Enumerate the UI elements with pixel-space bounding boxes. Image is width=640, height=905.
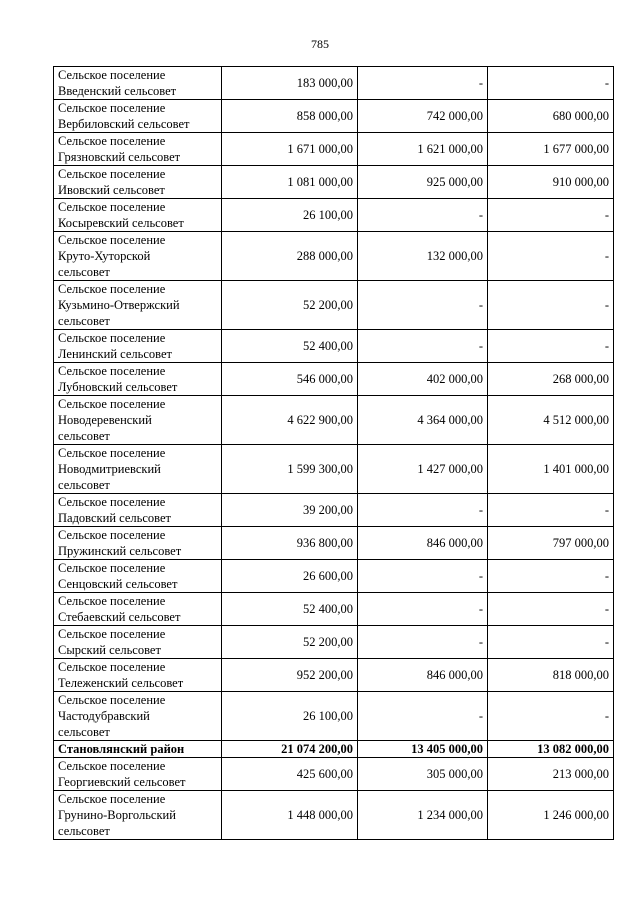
settlement-name-cell: Сельское поселение Круто-Хуторской сельсовет [54,232,222,281]
settlement-name-cell: Сельское поселение Частодубравский сельсовет [54,692,222,741]
settlement-name-cell: Сельское поселение Кузьмино-Отвержский сельсовет [54,281,222,330]
amount-cell-3: - [488,281,614,330]
amount-cell-2: - [358,67,488,100]
settlement-name-cell: Сельское поселение Ленинский сельсовет [54,330,222,363]
amount-cell-1: 1 671 000,00 [222,133,358,166]
amount-cell-3: - [488,692,614,741]
table-row [54,626,614,659]
amount-cell-3: 268 000,00 [488,363,614,396]
settlement-name-cell: Сельское поселение Георгиевский сельсовет [54,758,222,791]
amount-cell-3: 680 000,00 [488,100,614,133]
budget-table [53,66,614,840]
amount-cell-1: 1 599 300,00 [222,445,358,494]
settlement-name-cell: Сельское поселение Новодмитриевский сельсовет [54,445,222,494]
amount-cell-3: - [488,232,614,281]
table-row [54,758,614,791]
amount-cell-1: 39 200,00 [222,494,358,527]
table-row [54,593,614,626]
table-row [54,232,614,281]
amount-cell-1: 952 200,00 [222,659,358,692]
table-row [54,527,614,560]
table-row [54,363,614,396]
amount-cell-2: 846 000,00 [358,659,488,692]
amount-cell-1: 183 000,00 [222,67,358,100]
amount-cell-1: 425 600,00 [222,758,358,791]
table-row [54,67,614,100]
settlement-name-cell: Сельское поселение Тележенский сельсовет [54,659,222,692]
table-row [54,133,614,166]
amount-cell-1: 936 800,00 [222,527,358,560]
settlement-name-cell: Становлянский район [54,741,222,758]
settlement-name-cell: Сельское поселение Косыревский сельсовет [54,199,222,232]
amount-cell-3: 1 246 000,00 [488,791,614,840]
amount-cell-2: 13 405 000,00 [358,741,488,758]
amount-cell-2: - [358,626,488,659]
settlement-name-cell: Сельское поселение Стебаевский сельсовет [54,593,222,626]
amount-cell-3: - [488,330,614,363]
amount-cell-2: 1 427 000,00 [358,445,488,494]
amount-cell-3: 1 401 000,00 [488,445,614,494]
amount-cell-2: - [358,692,488,741]
table-row [54,659,614,692]
amount-cell-1: 52 200,00 [222,626,358,659]
table-row [54,281,614,330]
amount-cell-3: - [488,626,614,659]
table-row [54,692,614,741]
district-total-row [54,741,614,758]
budget-table-body [54,67,614,840]
settlement-name-cell: Сельское поселение Ивовский сельсовет [54,166,222,199]
table-row [54,445,614,494]
amount-cell-2: 1 621 000,00 [358,133,488,166]
amount-cell-2: 402 000,00 [358,363,488,396]
amount-cell-3: 213 000,00 [488,758,614,791]
amount-cell-1: 26 600,00 [222,560,358,593]
amount-cell-2: - [358,281,488,330]
table-row [54,330,614,363]
amount-cell-1: 26 100,00 [222,692,358,741]
settlement-name-cell: Сельское поселение Падовский сельсовет [54,494,222,527]
amount-cell-2: 1 234 000,00 [358,791,488,840]
amount-cell-3: 4 512 000,00 [488,396,614,445]
amount-cell-1: 26 100,00 [222,199,358,232]
amount-cell-2: 132 000,00 [358,232,488,281]
settlement-name-cell: Сельское поселение Пружинский сельсовет [54,527,222,560]
amount-cell-1: 52 400,00 [222,330,358,363]
amount-cell-1: 546 000,00 [222,363,358,396]
amount-cell-2: - [358,199,488,232]
amount-cell-2: 305 000,00 [358,758,488,791]
table-row [54,560,614,593]
table-row [54,396,614,445]
amount-cell-3: 910 000,00 [488,166,614,199]
settlement-name-cell: Сельское поселение Введенский сельсовет [54,67,222,100]
table-row [54,494,614,527]
table-row [54,199,614,232]
table-row [54,166,614,199]
amount-cell-2: - [358,494,488,527]
amount-cell-2: - [358,330,488,363]
amount-cell-3: 797 000,00 [488,527,614,560]
amount-cell-2: - [358,593,488,626]
amount-cell-2: 925 000,00 [358,166,488,199]
settlement-name-cell: Сельское поселение Новодеревенский сельсовет [54,396,222,445]
amount-cell-1: 1 448 000,00 [222,791,358,840]
amount-cell-3: - [488,494,614,527]
settlement-name-cell: Сельское поселение Грязновский сельсовет [54,133,222,166]
amount-cell-1: 858 000,00 [222,100,358,133]
amount-cell-2: 4 364 000,00 [358,396,488,445]
table-row [54,791,614,840]
amount-cell-2: 846 000,00 [358,527,488,560]
settlement-name-cell: Сельское поселение Вербиловский сельсовет [54,100,222,133]
amount-cell-3: - [488,560,614,593]
settlement-name-cell: Сельское поселение Сенцовский сельсовет [54,560,222,593]
amount-cell-3: 818 000,00 [488,659,614,692]
page-number: 785 [311,37,329,51]
amount-cell-3: - [488,199,614,232]
amount-cell-1: 1 081 000,00 [222,166,358,199]
amount-cell-1: 4 622 900,00 [222,396,358,445]
settlement-name-cell: Сельское поселение Сырский сельсовет [54,626,222,659]
settlement-name-cell: Сельское поселение Лубновский сельсовет [54,363,222,396]
amount-cell-1: 21 074 200,00 [222,741,358,758]
amount-cell-3: - [488,67,614,100]
amount-cell-2: - [358,560,488,593]
amount-cell-1: 52 200,00 [222,281,358,330]
table-row [54,100,614,133]
settlement-name-cell: Сельское поселение Грунино-Воргольский сельсовет [54,791,222,840]
amount-cell-3: 1 677 000,00 [488,133,614,166]
amount-cell-1: 52 400,00 [222,593,358,626]
amount-cell-1: 288 000,00 [222,232,358,281]
amount-cell-3: 13 082 000,00 [488,741,614,758]
amount-cell-2: 742 000,00 [358,100,488,133]
amount-cell-3: - [488,593,614,626]
